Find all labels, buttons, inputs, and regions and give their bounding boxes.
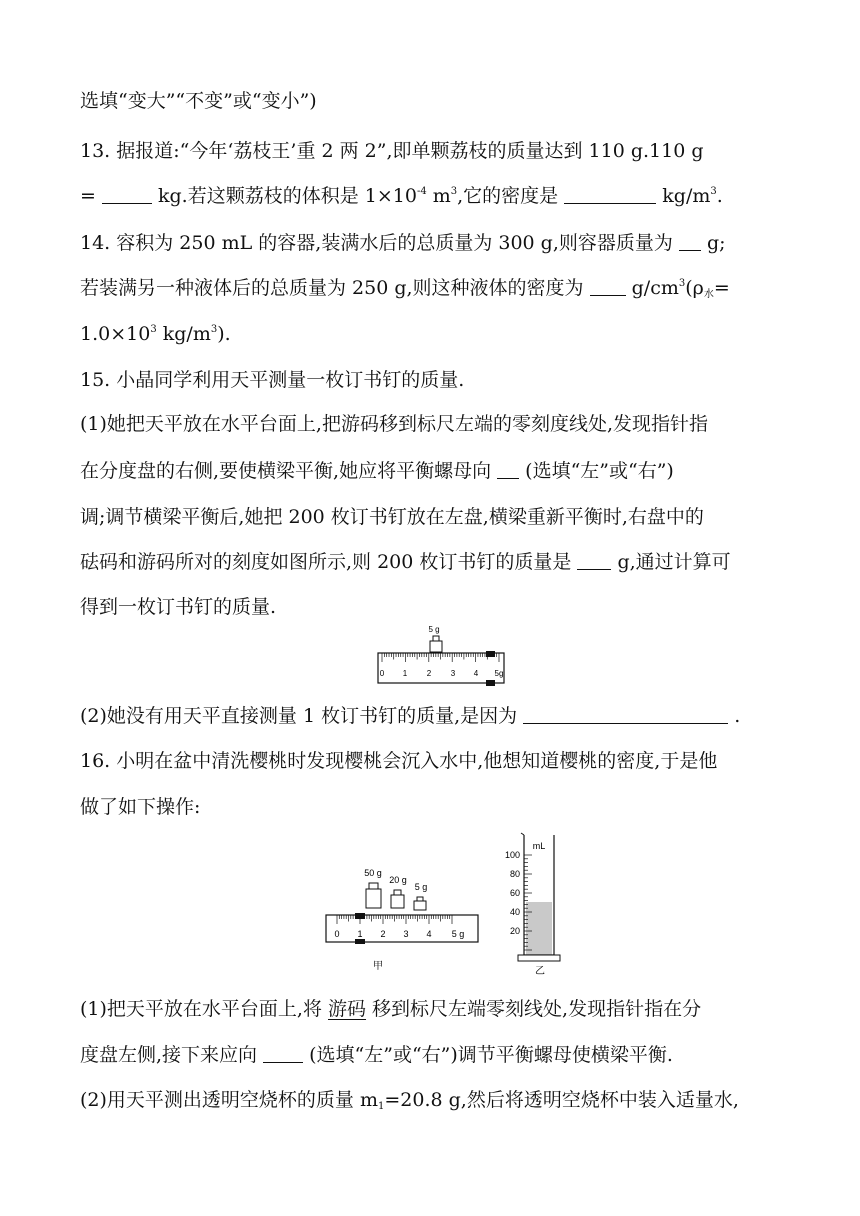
tick-label: 0	[334, 929, 340, 939]
tick-label: 4	[426, 929, 432, 939]
answer-blank[interactable]	[497, 460, 519, 479]
weight-label-50g: 50 g	[364, 868, 382, 878]
question-14-line-c: $1.0\times 10^3$ $kg/m^3$).	[80, 323, 231, 345]
weight-50g-knob	[369, 883, 378, 889]
tick-label: 2	[380, 929, 386, 939]
weight-knob	[433, 636, 439, 641]
cylinder-unit: mL	[532, 841, 546, 851]
weight-20g	[391, 895, 404, 908]
balance-and-cylinder-figure	[318, 828, 578, 978]
tick-label: 3	[403, 929, 409, 939]
question-15-2-line: (2)她没有用天平直接测量 1 枚订书钉的质量,是因为 .	[80, 705, 741, 727]
question-16-1-line-b: 度盘左侧,接下来应向 (选填“左”或“右”)调节平衡螺母使横梁平衡.	[80, 1044, 673, 1066]
scale-bar	[378, 653, 504, 683]
weight-block	[430, 641, 442, 652]
answer-blank[interactable]	[590, 277, 626, 296]
cylinder-tick-label: 80	[509, 869, 520, 879]
question-16-2-line-a: (2)用天平测出透明空烧杯的质量 $m_1=20.8$ g,然后将透明空烧杯中装入适量水,	[80, 1089, 739, 1112]
tick-label: 4	[473, 669, 479, 678]
question-14-line-b: 若装满另一种液体后的总质量为 250 g,则这种液体的密度为 $g/cm^3(\rho_水=$	[80, 277, 730, 300]
question-14-line-a: 14. 容积为 250 mL 的容器,装满水后的总质量为 300 g,则容器质量为 g;	[80, 232, 726, 254]
answer-blank[interactable]	[523, 705, 728, 724]
question-16-line-a: 16. 小明在盆中清洗樱桃时发现樱桃会沉入水中,他想知道樱桃的密度,于是他	[80, 750, 718, 772]
caption-left: 甲	[373, 961, 383, 972]
rider-top	[355, 913, 365, 919]
cylinder-tick-label: 100	[504, 850, 520, 860]
filled-answer: 游码	[328, 998, 367, 1020]
weight-50g	[366, 889, 381, 908]
answer-blank[interactable]	[679, 232, 701, 251]
weight-label-20g: 20 g	[389, 875, 407, 885]
tick-label: 0	[379, 669, 385, 678]
question-15-1-line-e: 得到一枚订书钉的质量.	[80, 596, 277, 618]
cylinder-tick-label: 60	[509, 888, 520, 898]
answer-blank[interactable]	[577, 551, 611, 570]
answer-blank[interactable]	[564, 185, 656, 204]
question-13-line-b: = kg.若这颗荔枝的体积是 $1\times 10^{-4}$ $m^3$,它的密度是 $kg/m^3$.	[80, 185, 723, 207]
tick-label: 3	[450, 669, 456, 678]
weight-20g-knob	[394, 890, 401, 895]
question-15-1-line-a: (1)她把天平放在水平台面上,把游码移到标尺左端的零刻度线处,发现指针指	[80, 413, 708, 435]
cylinder-spout	[521, 833, 524, 835]
rider-bottom	[486, 680, 495, 686]
cylinder-base	[518, 955, 560, 961]
question-13-line-a: 13. 据报道:“今年‘荔枝王’重 2 两 2”,即单颗荔枝的质量达到 110 g.110 g	[80, 140, 704, 162]
tick-label: 5g	[494, 669, 504, 678]
tick-label: 1	[357, 929, 363, 939]
tick-label: 2	[426, 669, 432, 678]
answer-blank[interactable]	[263, 1044, 303, 1063]
rider-bottom	[355, 939, 365, 944]
rider-top	[486, 651, 495, 657]
tick-label: 5 g	[451, 929, 465, 939]
weight-5g	[414, 901, 426, 910]
caption-right: 乙	[535, 966, 545, 977]
question-16-1-line-a: (1)把天平放在水平台面上,将 游码 移到标尺左端零刻线处,发现指针指在分	[80, 998, 702, 1020]
balance-rider-figure-1	[372, 622, 512, 692]
weight-label: 5 g	[428, 625, 440, 634]
cylinder-water	[526, 902, 552, 955]
tick-label: 1	[402, 669, 408, 678]
question-15-title: 15. 小晶同学利用天平测量一枚订书钉的质量.	[80, 369, 465, 391]
weight-5g-knob	[417, 897, 423, 901]
question-16-line-b: 做了如下操作:	[80, 796, 201, 818]
cylinder-tick-label: 40	[509, 907, 520, 917]
cylinder-tick-label: 20	[509, 926, 520, 936]
weight-label-5g: 5 g	[414, 882, 428, 892]
question-15-1-line-c: 调;调节横梁平衡后,她把 200 枚订书钉放在左盘,横梁重新平衡时,右盘中的	[80, 506, 704, 528]
question-15-1-line-d: 砝码和游码所对的刻度如图所示,则 200 枚订书钉的质量是 g,通过计算可	[80, 551, 731, 573]
line-1: 选填“变大”“不变”或“变小”)	[80, 90, 317, 112]
answer-blank[interactable]	[102, 185, 152, 204]
question-15-1-line-b: 在分度盘的右侧,要使横梁平衡,她应将平衡螺母向 (选填“左”或“右”)	[80, 460, 674, 482]
